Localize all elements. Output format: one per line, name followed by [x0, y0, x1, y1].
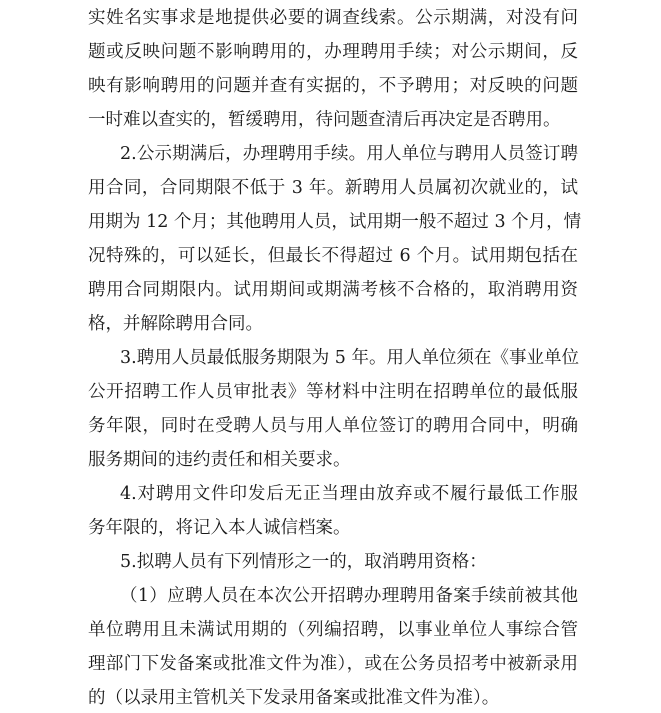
text-line: 务年限的，将记入本人诚信档案。	[88, 518, 351, 538]
text-line: 况特殊的，可以延长，但最长不得超过 6 个月。试用期包括在	[88, 246, 578, 266]
paragraph-2-first-line: 2.公示期满后，办理聘用手续。用人单位与聘用人员签订聘	[120, 144, 578, 164]
paragraph-4-first-line: 4.对聘用文件印发后无正当理由放弃或不履行最低工作服	[120, 484, 578, 504]
text-line: 务年限，同时在受聘人员与用人单位签订的聘用合同中，明确	[88, 416, 578, 436]
text-line: 用合同，合同期限不低于 3 年。新聘用人员属初次就业的，试	[88, 178, 578, 198]
text-line: 理部门下发备案或批准文件为准），或在公务员招考中被新录用	[88, 654, 578, 674]
text-line: 题或反映问题不影响聘用的，办理聘用手续；对公示期间，反	[88, 42, 578, 62]
text-line: 的（以录用主管机关下发录用备案或批准文件为准）。	[88, 688, 500, 708]
text-line: 公开招聘工作人员审批表》等材料中注明在招聘单位的最低服	[88, 382, 578, 402]
text-line: 格，并解除聘用合同。	[88, 314, 263, 334]
text-line: 映有影响聘用的问题并查有实据的，不予聘用；对反映的问题	[88, 76, 578, 96]
paragraph-3-first-line: 3.聘用人员最低服务期限为 5 年。用人单位须在《事业单位	[120, 348, 579, 368]
paragraph-5-first-line: 5.拟聘人员有下列情形之一的，取消聘用资格：	[120, 552, 487, 572]
text-line: 实姓名实事求是地提供必要的调查线索。公示期满，对没有问	[88, 8, 578, 28]
text-line: 用期为 12 个月；其他聘用人员，试用期一般不超过 3 个月，情	[88, 212, 582, 232]
text-line: 聘用合同期限内。试用期间或期满考核不合格的，取消聘用资	[88, 280, 578, 300]
item-1-first-line: （1）应聘人员在本次公开招聘办理聘用备案手续前被其他	[120, 586, 578, 606]
text-line: 单位聘用且未满试用期的（列编招聘，以事业单位人事综合管	[88, 620, 578, 640]
text-line: 一时难以查实的，暂缓聘用，待问题查清后再决定是否聘用。	[88, 110, 561, 130]
text-line: 服务期间的违约责任和相关要求。	[88, 450, 351, 470]
